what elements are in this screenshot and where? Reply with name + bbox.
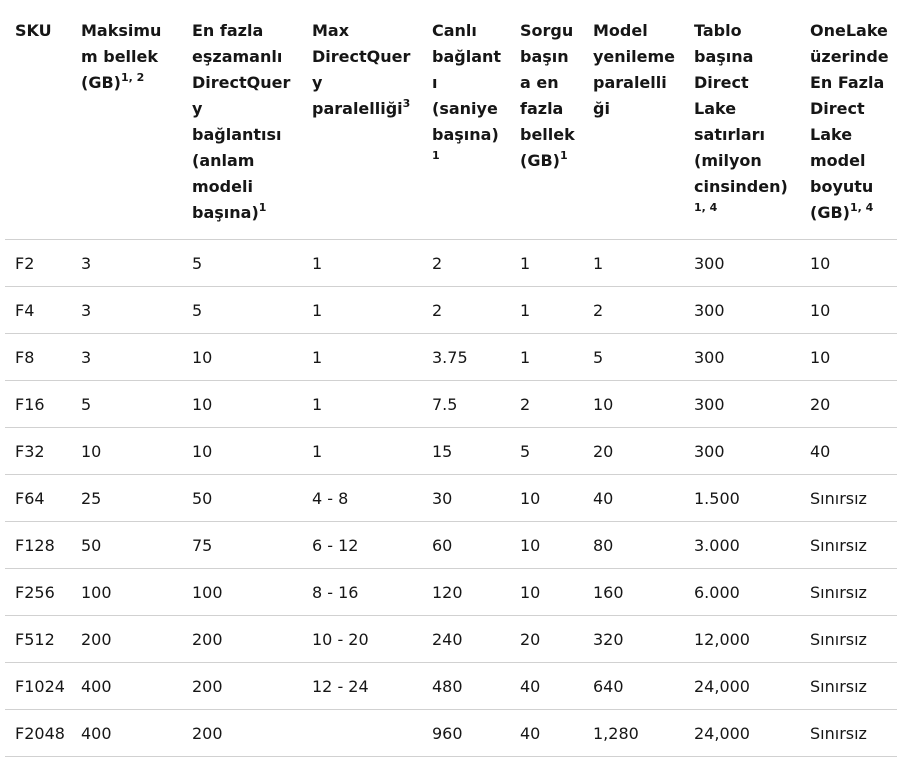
cell-max-directquery-parallelism: 4 - 8 xyxy=(302,475,422,522)
cell-direct-lake-model-size: Sınırsız xyxy=(800,475,897,522)
cell-direct-lake-model-size: Sınırsız xyxy=(800,710,897,757)
cell-direct-lake-rows: 3.000 xyxy=(684,522,800,569)
cell-max-memory-per-query: 40 xyxy=(510,663,583,710)
cell-model-refresh-parallelism: 10 xyxy=(583,381,684,428)
cell-live-connection: 240 xyxy=(422,616,510,663)
table-row xyxy=(5,240,897,287)
cell-max-memory: 25 xyxy=(71,475,182,522)
cell-direct-lake-model-size: 10 xyxy=(800,334,897,381)
cell-sku: F2048 xyxy=(5,710,71,757)
cell-direct-lake-model-size: 20 xyxy=(800,381,897,428)
cell-model-refresh-parallelism: 320 xyxy=(583,616,684,663)
cell-direct-lake-rows: 12,000 xyxy=(684,616,800,663)
table-body xyxy=(5,240,897,757)
header-model-refresh-parallelism: Model yenileme paralelliği xyxy=(583,5,684,240)
cell-max-directquery-connections: 10 xyxy=(182,334,302,381)
cell-model-refresh-parallelism: 640 xyxy=(583,663,684,710)
cell-direct-lake-rows: 300 xyxy=(684,240,800,287)
cell-max-memory: 400 xyxy=(71,663,182,710)
cell-live-connection: 2 xyxy=(422,240,510,287)
cell-max-memory-per-query: 20 xyxy=(510,616,583,663)
cell-max-directquery-connections: 100 xyxy=(182,569,302,616)
table-row xyxy=(5,428,897,475)
cell-max-memory-per-query: 10 xyxy=(510,522,583,569)
cell-live-connection: 30 xyxy=(422,475,510,522)
cell-model-refresh-parallelism: 5 xyxy=(583,334,684,381)
cell-max-memory: 50 xyxy=(71,522,182,569)
cell-direct-lake-rows: 24,000 xyxy=(684,710,800,757)
cell-direct-lake-rows: 300 xyxy=(684,381,800,428)
cell-model-refresh-parallelism: 20 xyxy=(583,428,684,475)
cell-max-directquery-connections: 50 xyxy=(182,475,302,522)
cell-sku: F32 xyxy=(5,428,71,475)
cell-max-memory: 100 xyxy=(71,569,182,616)
cell-model-refresh-parallelism: 160 xyxy=(583,569,684,616)
cell-sku: F128 xyxy=(5,522,71,569)
table-row xyxy=(5,616,897,663)
cell-max-memory-per-query: 1 xyxy=(510,240,583,287)
cell-max-directquery-parallelism: 8 - 16 xyxy=(302,569,422,616)
cell-sku: F16 xyxy=(5,381,71,428)
cell-direct-lake-rows: 300 xyxy=(684,428,800,475)
cell-sku: F256 xyxy=(5,569,71,616)
cell-max-memory-per-query: 10 xyxy=(510,475,583,522)
cell-max-directquery-parallelism: 12 - 24 xyxy=(302,663,422,710)
cell-max-directquery-connections: 10 xyxy=(182,428,302,475)
table-row xyxy=(5,475,897,522)
cell-model-refresh-parallelism: 2 xyxy=(583,287,684,334)
sku-limits-table-container xyxy=(5,5,897,757)
cell-sku: F8 xyxy=(5,334,71,381)
cell-sku: F4 xyxy=(5,287,71,334)
table-row xyxy=(5,663,897,710)
header-max-directquery-parallelism: Max DirectQuery paralelliği$^3$ xyxy=(302,5,422,240)
cell-max-directquery-parallelism: 1 xyxy=(302,428,422,475)
header-row xyxy=(5,5,897,240)
cell-max-memory-per-query: 40 xyxy=(510,710,583,757)
table-row xyxy=(5,569,897,616)
cell-max-memory-per-query: 1 xyxy=(510,287,583,334)
cell-max-memory: 3 xyxy=(71,240,182,287)
cell-max-memory: 400 xyxy=(71,710,182,757)
cell-live-connection: 2 xyxy=(422,287,510,334)
table-row xyxy=(5,334,897,381)
cell-sku: F512 xyxy=(5,616,71,663)
cell-direct-lake-model-size: 10 xyxy=(800,240,897,287)
cell-max-directquery-connections: 75 xyxy=(182,522,302,569)
cell-live-connection: 7.5 xyxy=(422,381,510,428)
cell-live-connection: 480 xyxy=(422,663,510,710)
cell-max-directquery-connections: 10 xyxy=(182,381,302,428)
cell-max-directquery-parallelism: 1 xyxy=(302,381,422,428)
cell-live-connection: 960 xyxy=(422,710,510,757)
cell-direct-lake-model-size: 40 xyxy=(800,428,897,475)
cell-direct-lake-model-size: Sınırsız xyxy=(800,663,897,710)
header-max-memory: Maksimum bellek (GB)$^{1, 2}$ xyxy=(71,5,182,240)
header-direct-lake-model-size: OneLake üzerinde En Fazla Direct Lake model boyutu (GB)$^{1, 4}$ xyxy=(800,5,897,240)
cell-max-directquery-connections: 5 xyxy=(182,287,302,334)
cell-max-memory: 10 xyxy=(71,428,182,475)
cell-direct-lake-rows: 24,000 xyxy=(684,663,800,710)
table-row xyxy=(5,522,897,569)
table-row xyxy=(5,710,897,757)
header-direct-lake-rows: Tablo başına Direct Lake satırları (milyon cinsinden)$^{1, 4}$ xyxy=(684,5,800,240)
cell-sku: F2 xyxy=(5,240,71,287)
header-max-directquery-connections: En fazla eşzamanlı DirectQuery bağlantısı (anlam modeli başına)$^1$ xyxy=(182,5,302,240)
cell-max-memory: 3 xyxy=(71,287,182,334)
cell-max-memory-per-query: 10 xyxy=(510,569,583,616)
header-live-connection: Canlı bağlantı (saniye başına)$^1$ xyxy=(422,5,510,240)
cell-max-memory: 200 xyxy=(71,616,182,663)
cell-direct-lake-rows: 300 xyxy=(684,334,800,381)
cell-max-directquery-parallelism: 1 xyxy=(302,287,422,334)
cell-max-directquery-parallelism xyxy=(302,710,422,757)
cell-max-directquery-parallelism: 10 - 20 xyxy=(302,616,422,663)
cell-direct-lake-rows: 6.000 xyxy=(684,569,800,616)
cell-sku: F64 xyxy=(5,475,71,522)
cell-max-directquery-parallelism: 1 xyxy=(302,334,422,381)
cell-max-directquery-connections: 200 xyxy=(182,710,302,757)
cell-model-refresh-parallelism: 80 xyxy=(583,522,684,569)
cell-direct-lake-model-size: Sınırsız xyxy=(800,616,897,663)
cell-max-directquery-connections: 200 xyxy=(182,663,302,710)
cell-live-connection: 3.75 xyxy=(422,334,510,381)
table-header xyxy=(5,5,897,240)
header-max-memory-per-query: Sorgu başına en fazla bellek (GB)$^1$ xyxy=(510,5,583,240)
sku-limits-table xyxy=(5,5,897,757)
cell-max-directquery-connections: 200 xyxy=(182,616,302,663)
table-row xyxy=(5,381,897,428)
cell-sku: F1024 xyxy=(5,663,71,710)
header-sku: SKU xyxy=(5,5,71,240)
cell-live-connection: 120 xyxy=(422,569,510,616)
cell-max-memory-per-query: 5 xyxy=(510,428,583,475)
cell-direct-lake-model-size: Sınırsız xyxy=(800,569,897,616)
cell-live-connection: 60 xyxy=(422,522,510,569)
cell-max-memory: 3 xyxy=(71,334,182,381)
cell-direct-lake-rows: 1.500 xyxy=(684,475,800,522)
cell-max-memory-per-query: 1 xyxy=(510,334,583,381)
cell-max-directquery-connections: 5 xyxy=(182,240,302,287)
table-row xyxy=(5,287,897,334)
cell-model-refresh-parallelism: 1,280 xyxy=(583,710,684,757)
cell-max-directquery-parallelism: 6 - 12 xyxy=(302,522,422,569)
cell-direct-lake-model-size: 10 xyxy=(800,287,897,334)
cell-max-memory-per-query: 2 xyxy=(510,381,583,428)
cell-max-memory: 5 xyxy=(71,381,182,428)
cell-live-connection: 15 xyxy=(422,428,510,475)
cell-max-directquery-parallelism: 1 xyxy=(302,240,422,287)
cell-model-refresh-parallelism: 1 xyxy=(583,240,684,287)
cell-direct-lake-rows: 300 xyxy=(684,287,800,334)
cell-model-refresh-parallelism: 40 xyxy=(583,475,684,522)
cell-direct-lake-model-size: Sınırsız xyxy=(800,522,897,569)
